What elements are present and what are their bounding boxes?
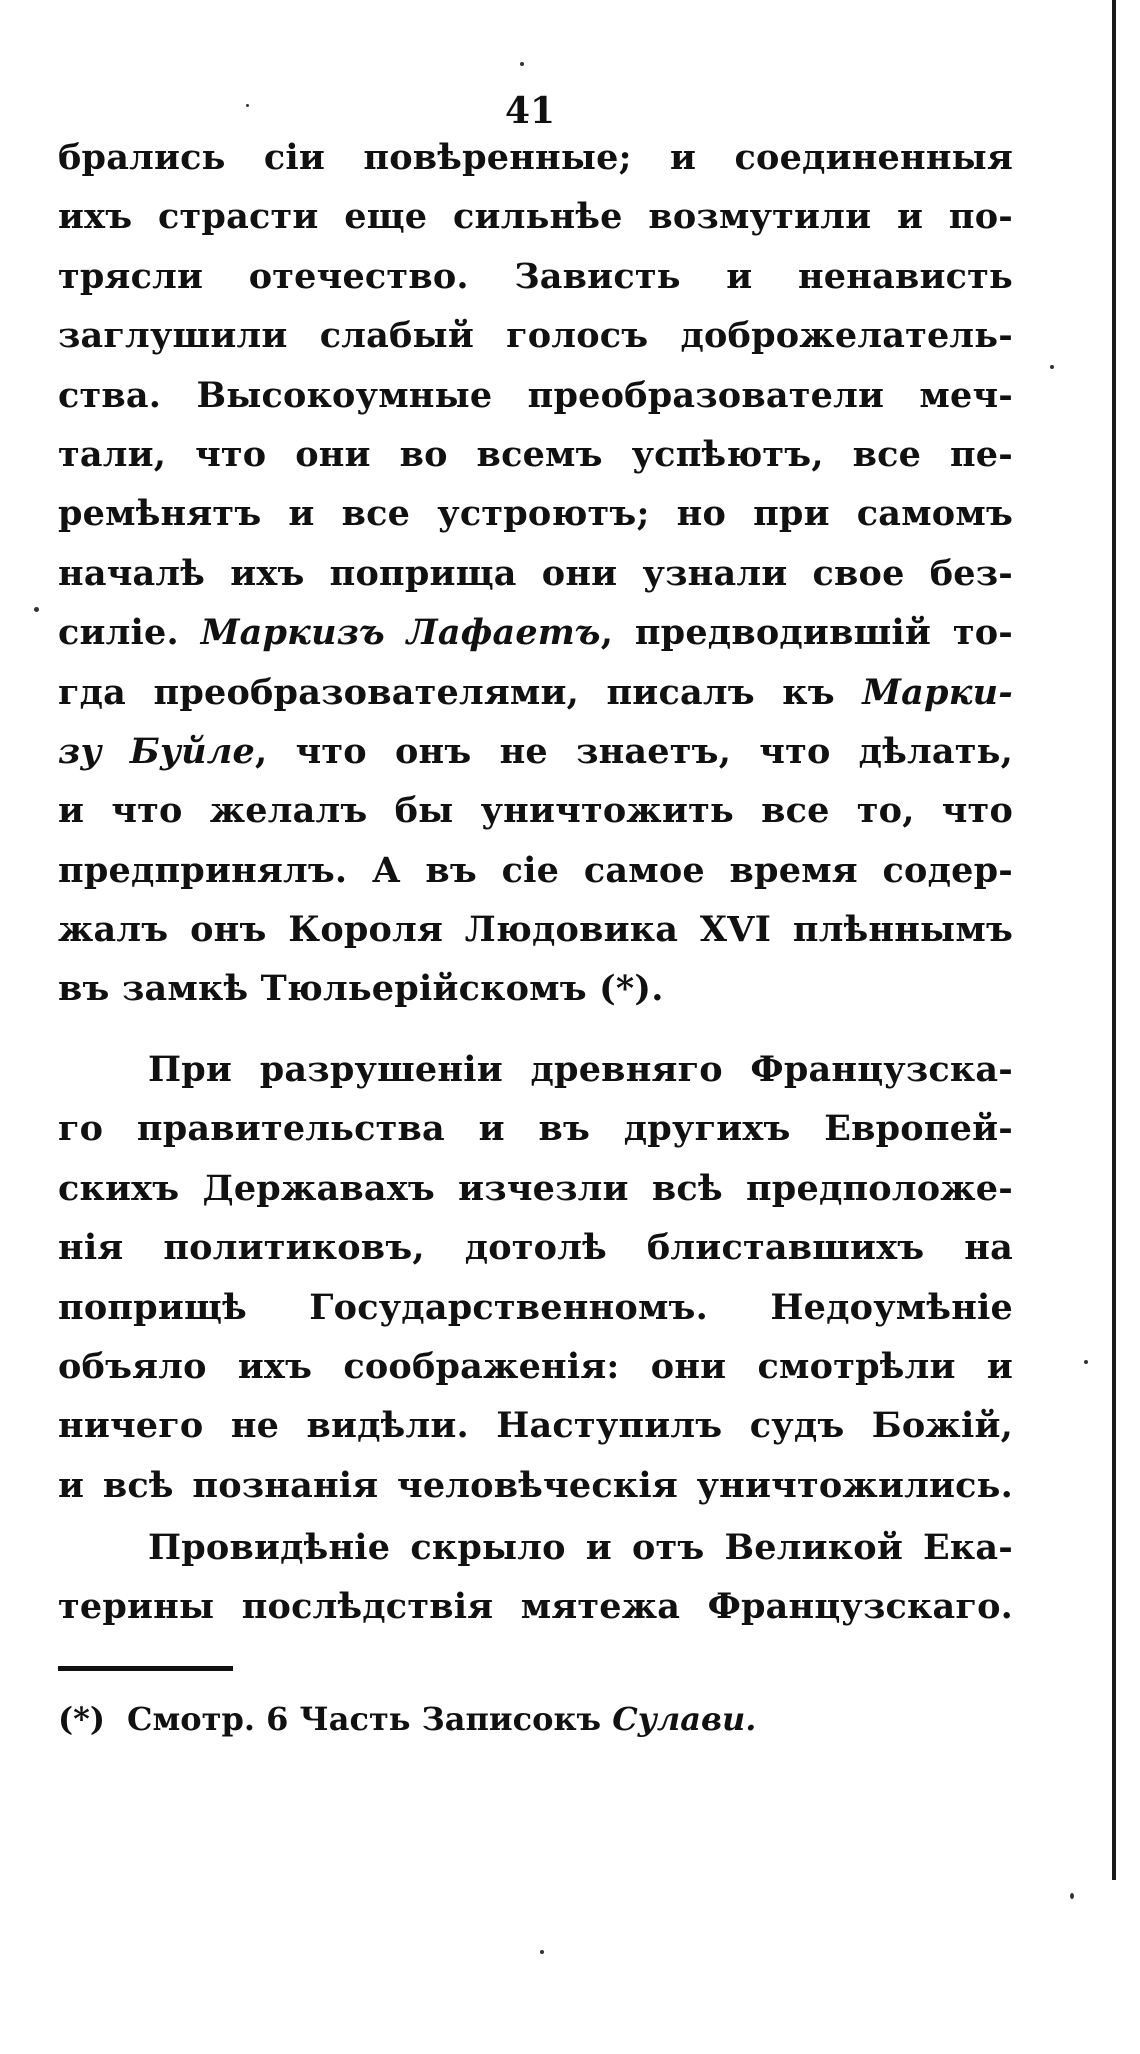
text-line: началѣ ихъ поприща они узнали свое без-: [58, 552, 1013, 594]
text-line: ства. Высокоумные преобразователи меч-: [58, 374, 1013, 416]
text-line: и что желалъ бы уничтожить все то, что: [58, 790, 1013, 832]
text-line: и всѣ познанія человѣческія уничтожились.: [58, 1464, 1013, 1506]
paragraph-2: [58, 1040, 1013, 1515]
paper-speck: [1084, 1360, 1088, 1364]
paper-speck: [520, 62, 524, 66]
paper-speck: [246, 104, 249, 107]
text-line: скихъ Державахъ изчезли всѣ предположе-: [58, 1167, 1013, 1209]
page-edge-line: [1112, 0, 1116, 1880]
text-line: жалъ онъ Короля Людовика XVI плѣннымъ: [58, 909, 1013, 951]
text-line: При разрушеніи древняго Французска-: [148, 1049, 1013, 1090]
footnote-marker: (*): [58, 1700, 106, 1738]
text-line: тали, что они во всемъ успѣютъ, все пе-: [58, 433, 1013, 475]
text-line: трясли отечество. Зависть и ненависть: [58, 255, 1013, 297]
paragraph-1: [58, 128, 1013, 1019]
paragraph-3: [58, 1518, 1013, 1637]
text-line: поприщѣ Государственномъ. Недоумѣніе: [58, 1286, 1013, 1328]
text-line: ремѣнятъ и все устроютъ; но при самомъ: [58, 493, 1013, 535]
italic-name: зу Буйле: [58, 730, 256, 772]
page-number: 41: [504, 90, 556, 132]
text-line: Провидѣніе скрыло и отъ Великой Ека-: [148, 1527, 1013, 1568]
text-segment: гда преобразователями, писалъ къ: [58, 671, 835, 713]
footnote-text: Смотр. 6 Часть Записокъ: [127, 1700, 602, 1738]
text-line: въ замкѣ Тюльерійскомъ (*).: [58, 968, 664, 1010]
text-segment: силіе.: [58, 612, 179, 654]
footnote-author: Сулави.: [612, 1700, 757, 1738]
text-line: го правительства и въ другихъ Европей-: [58, 1108, 1013, 1150]
text-line: предпринялъ. А въ сіе самое время содер-: [58, 849, 1013, 891]
text-line: объяло ихъ соображенія: они смотрѣли и: [58, 1345, 1013, 1387]
text-line: [58, 663, 1013, 722]
footnote-divider: [58, 1666, 233, 1671]
text-line: заглушили слабый голосъ доброжелатель-: [58, 315, 1013, 357]
italic-name: Маркизъ Лафаетъ: [200, 612, 601, 654]
text-line: нія политиковъ, дотолѣ блиставшихъ на: [58, 1227, 1013, 1269]
text-line: ничего не видѣли. Наступилъ судъ Божій,: [58, 1405, 1013, 1447]
text-line: брались сіи повѣренные; и соединенныя: [58, 137, 1013, 178]
paper-speck: [540, 1950, 544, 1954]
text-line: терины послѣдствія мятежа Французскаго.: [58, 1586, 1013, 1628]
italic-name: Марки-: [862, 671, 1013, 713]
paper-speck: [1070, 1893, 1074, 1899]
text-line: [58, 603, 1013, 662]
footnote: [58, 1700, 756, 1738]
text-segment: , что онъ не знаетъ, что дѣлать,: [255, 730, 1014, 772]
paper-speck: [34, 607, 39, 612]
text-line: [58, 722, 1013, 781]
text-line: ихъ страсти еще сильнѣе возмутили и по-: [58, 196, 1013, 238]
paper-speck: [1050, 365, 1054, 369]
text-segment: , предводившій то-: [600, 612, 1013, 654]
